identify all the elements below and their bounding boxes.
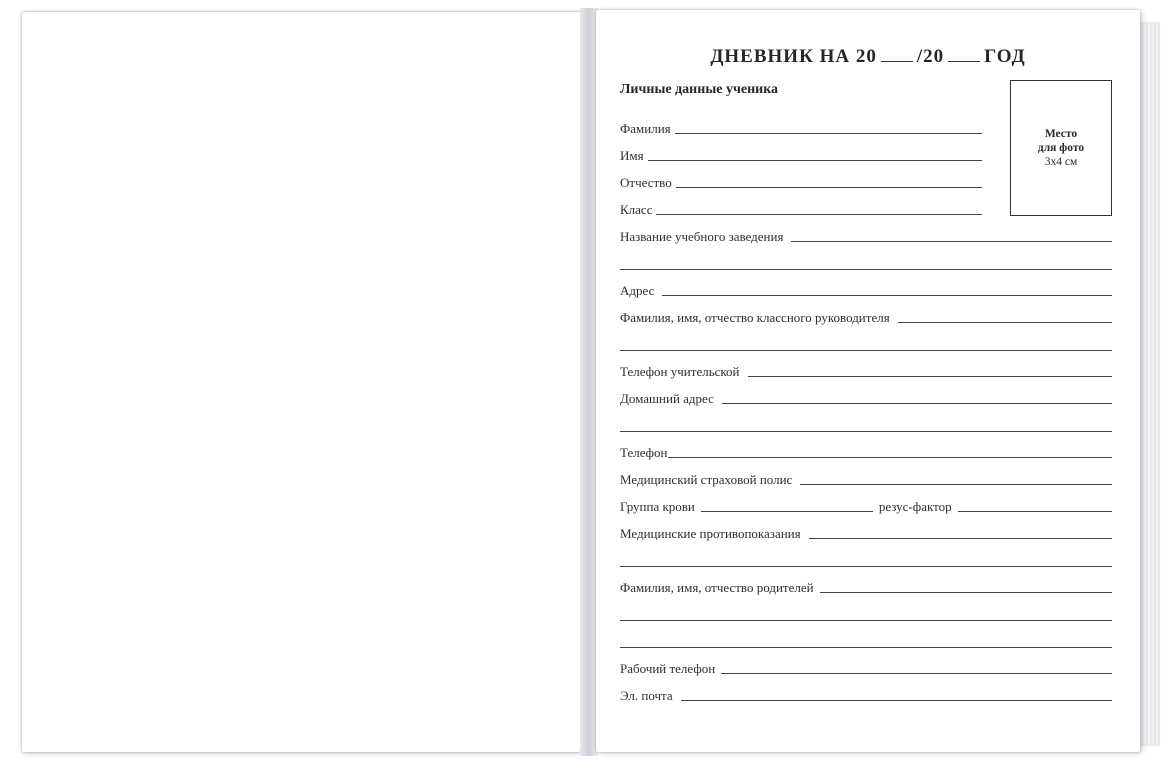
patronymic-field[interactable] bbox=[676, 186, 982, 188]
email-row bbox=[620, 686, 1112, 704]
title-middle: /20 bbox=[916, 46, 945, 67]
surname-label: Фамилия bbox=[620, 121, 671, 136]
contraindications-label: Медицинские противопоказания bbox=[620, 526, 801, 541]
year-start-blank[interactable] bbox=[881, 47, 913, 62]
photo-placeholder bbox=[1010, 80, 1112, 216]
rh-factor-field[interactable] bbox=[958, 510, 1112, 512]
teacher-phone-field[interactable] bbox=[748, 375, 1112, 377]
parents-field-line-2[interactable] bbox=[620, 619, 1112, 621]
parents-field[interactable] bbox=[820, 591, 1112, 593]
school-row bbox=[620, 227, 1112, 245]
contraindications-field[interactable] bbox=[809, 537, 1112, 539]
parents-row bbox=[620, 578, 1112, 596]
class-field[interactable] bbox=[656, 213, 982, 215]
contraindications-row bbox=[620, 524, 1112, 542]
insurance-field[interactable] bbox=[800, 483, 1112, 485]
page-edges bbox=[1140, 22, 1160, 746]
patronymic-label: Отчество bbox=[620, 175, 672, 190]
work-phone-label: Рабочий телефон bbox=[620, 661, 716, 676]
rh-factor-label: резус-фактор bbox=[878, 499, 952, 514]
title-suffix: ГОД bbox=[984, 46, 1026, 67]
blood-group-label: Группа крови bbox=[620, 499, 695, 514]
teacher-field[interactable] bbox=[898, 321, 1112, 323]
diary-title bbox=[596, 46, 1140, 68]
teacher-phone-label: Телефон учительской bbox=[620, 364, 740, 379]
address-field[interactable] bbox=[662, 294, 1112, 296]
right-form-page bbox=[596, 10, 1140, 752]
teacher-row bbox=[620, 308, 1112, 326]
class-row bbox=[620, 200, 982, 218]
year-end-blank[interactable] bbox=[948, 47, 980, 62]
blood-row bbox=[620, 497, 1112, 515]
teacher-label: Фамилия, имя, отчество классного руководителя bbox=[620, 310, 890, 325]
work-phone-field[interactable] bbox=[721, 672, 1112, 674]
parents-field-line-3[interactable] bbox=[620, 646, 1112, 648]
phone-field[interactable] bbox=[668, 456, 1112, 458]
parents-label: Фамилия, имя, отчество родителей bbox=[620, 580, 814, 595]
school-field[interactable] bbox=[791, 240, 1112, 242]
home-address-field-line-2[interactable] bbox=[620, 430, 1112, 432]
patronymic-row bbox=[620, 173, 982, 191]
insurance-label: Медицинский страховой полис bbox=[620, 472, 793, 487]
address-row bbox=[620, 281, 1112, 299]
section-title: Личные данные ученика bbox=[620, 82, 779, 97]
surname-field[interactable] bbox=[675, 132, 982, 134]
name-row bbox=[620, 146, 982, 164]
name-label: Имя bbox=[620, 148, 644, 163]
name-field[interactable] bbox=[648, 159, 982, 161]
school-field-line-2[interactable] bbox=[620, 268, 1112, 270]
teacher-phone-row bbox=[620, 362, 1112, 380]
photo-line-2: для фото bbox=[1037, 142, 1085, 154]
blood-group-field[interactable] bbox=[701, 510, 873, 512]
email-label: Эл. почта bbox=[620, 688, 673, 703]
home-address-field[interactable] bbox=[722, 402, 1112, 404]
teacher-field-line-2[interactable] bbox=[620, 349, 1112, 351]
insurance-row bbox=[620, 470, 1112, 488]
photo-size: 3х4 см bbox=[1044, 156, 1078, 168]
work-phone-row bbox=[620, 659, 1112, 677]
phone-row bbox=[620, 443, 1112, 461]
home-address-label: Домашний адрес bbox=[620, 391, 714, 406]
home-address-row bbox=[620, 389, 1112, 407]
email-field[interactable] bbox=[681, 699, 1112, 701]
school-label: Название учебного заведения bbox=[620, 229, 784, 244]
phone-label: Телефон bbox=[620, 445, 668, 460]
left-blank-page bbox=[22, 12, 580, 752]
class-label: Класс bbox=[620, 202, 653, 217]
title-prefix: ДНЕВНИК НА 20 bbox=[710, 46, 877, 67]
photo-line-1: Место bbox=[1044, 128, 1078, 140]
surname-row bbox=[620, 119, 982, 137]
contraindications-field-line-2[interactable] bbox=[620, 565, 1112, 567]
address-label: Адрес bbox=[620, 283, 655, 298]
